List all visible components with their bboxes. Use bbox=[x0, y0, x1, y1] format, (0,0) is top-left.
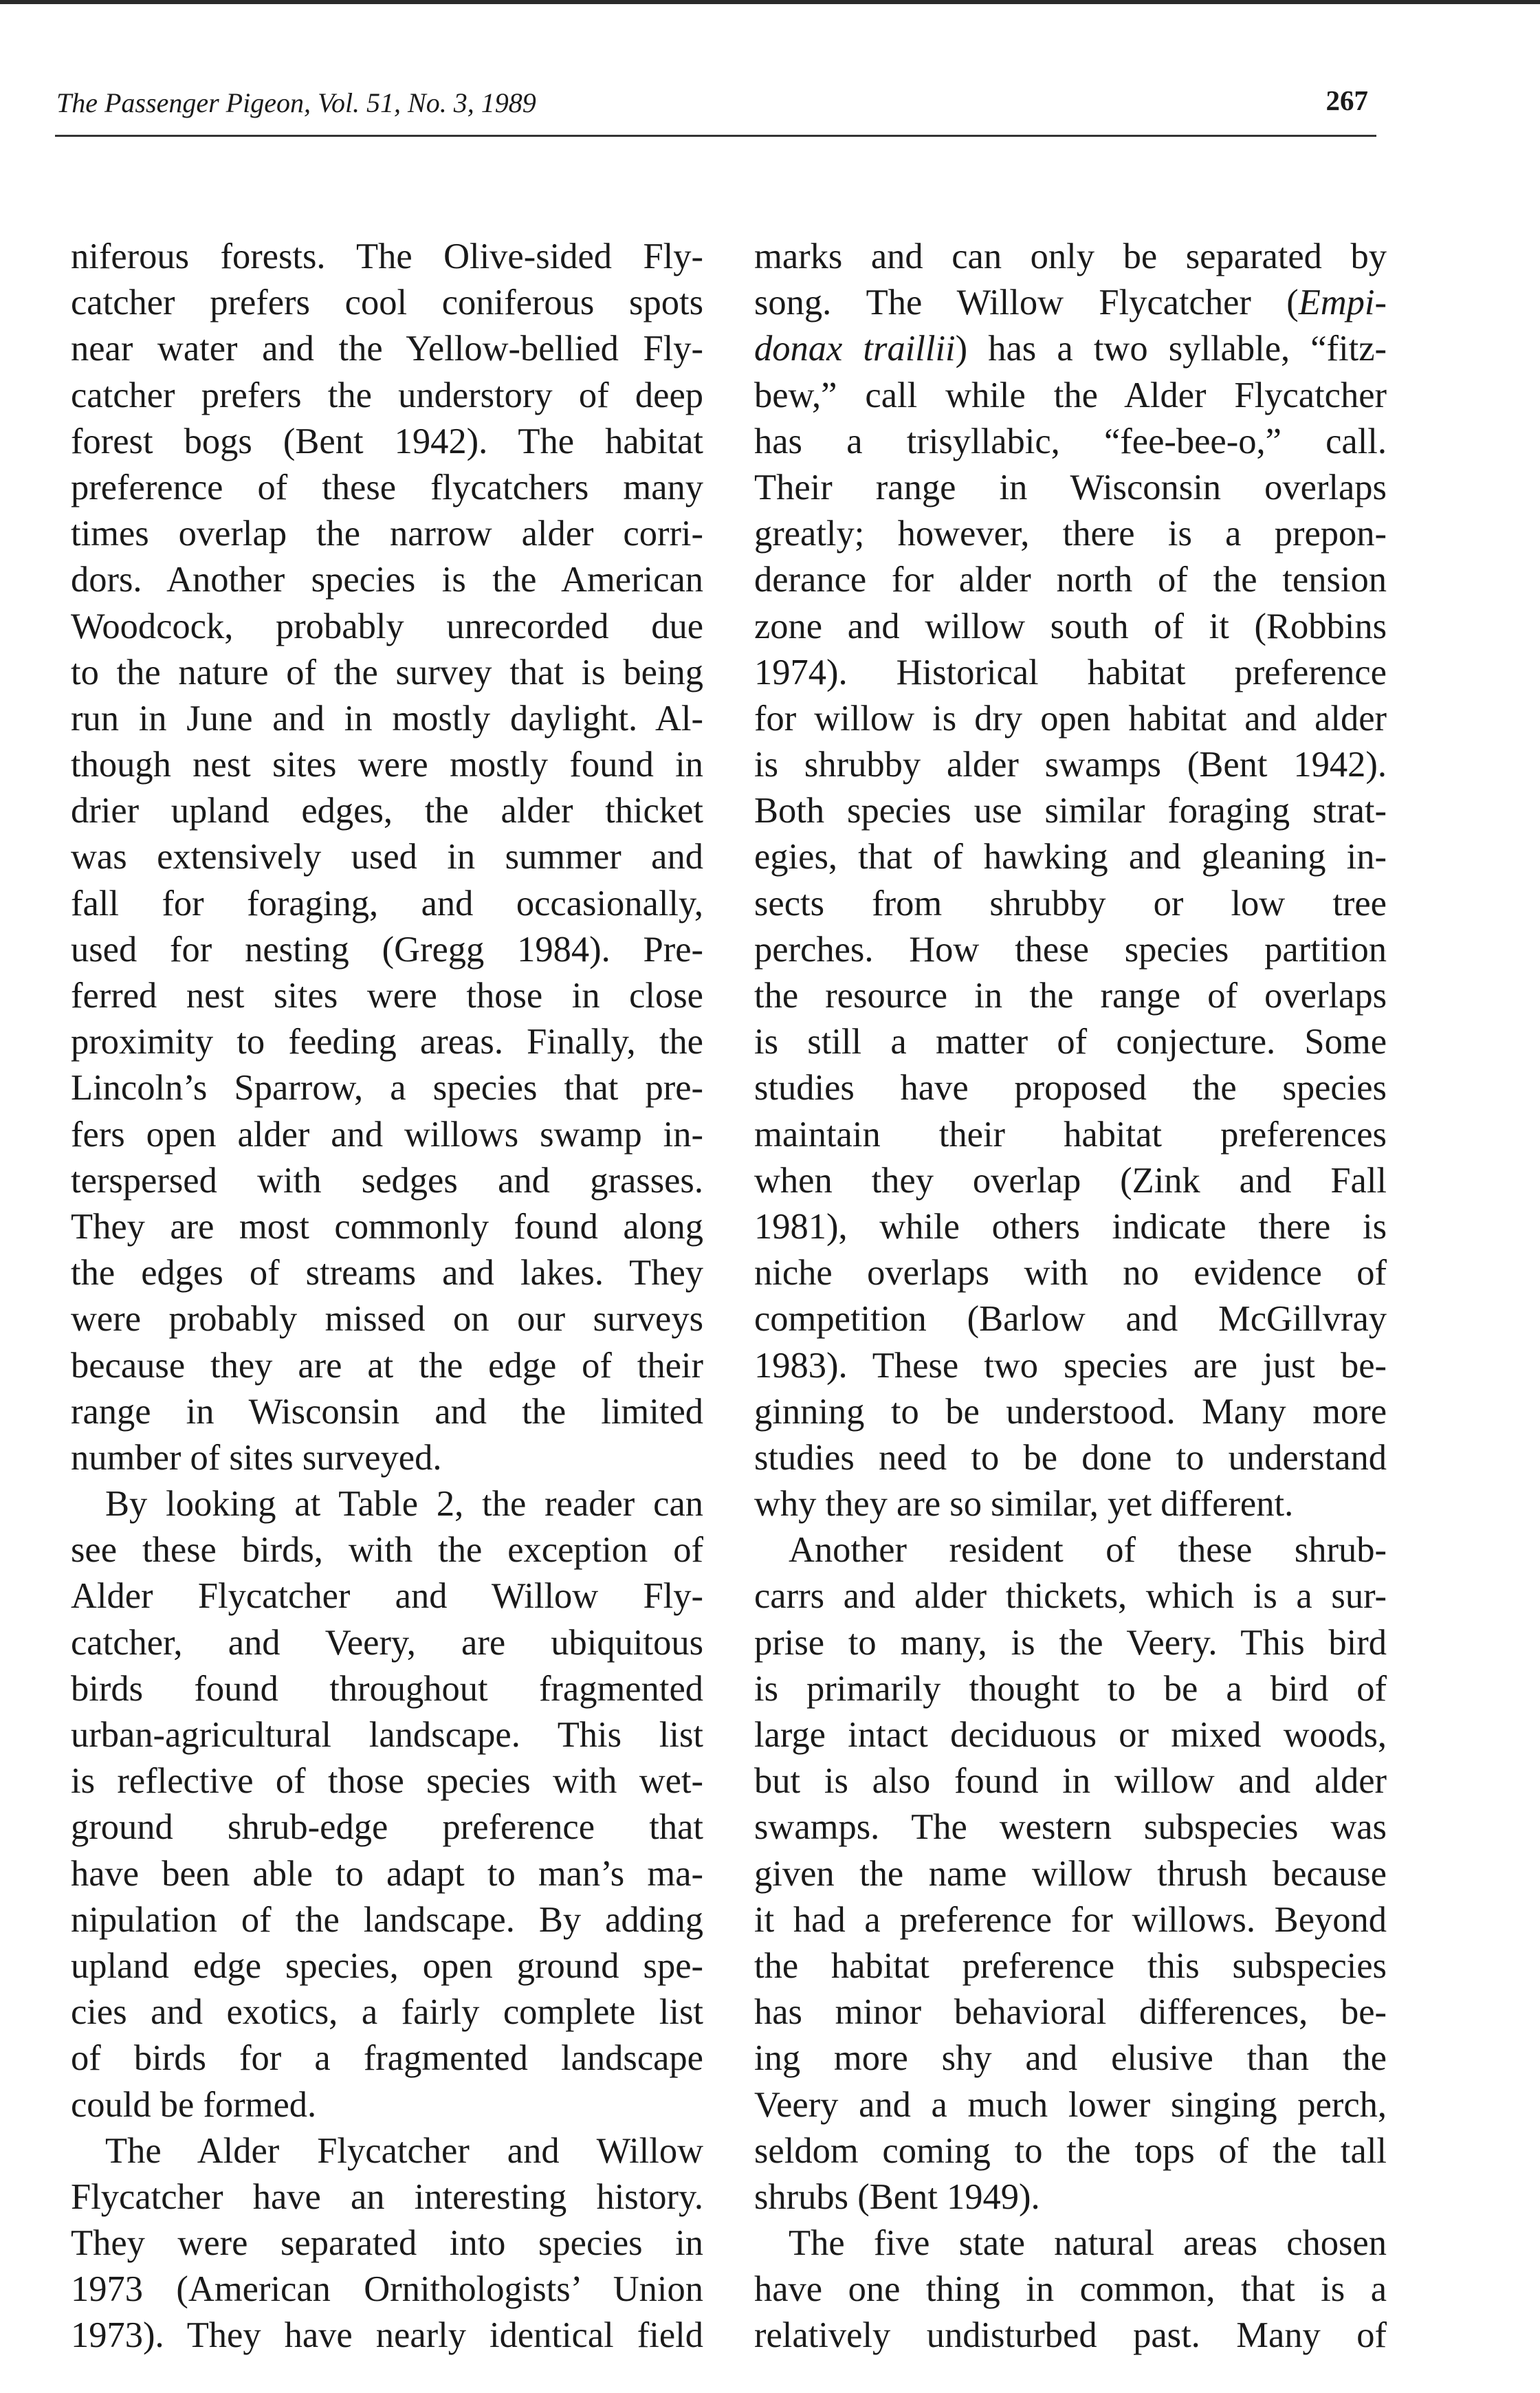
text-line: large intact deciduous or mixed woods, bbox=[754, 1715, 1387, 1755]
text-line: fall for foraging, and occasionally, bbox=[71, 883, 703, 924]
text-line: see these birds, with the exception of bbox=[71, 1530, 703, 1571]
text-line: urban-agricultural landscape. This list bbox=[71, 1715, 703, 1755]
text-line: the resource in the range of overlaps bbox=[754, 976, 1387, 1016]
text-line: was extensively used in summer and bbox=[71, 837, 703, 877]
text-line: 1973 (American Ornithologists’ Union bbox=[71, 2269, 703, 2310]
text-line: cies and exotics, a fairly complete list bbox=[71, 1992, 703, 2033]
text-line: given the name willow thrush because bbox=[754, 1853, 1387, 1894]
text-line: is reflective of those species with wet- bbox=[71, 1761, 703, 1802]
text-line: number of sites surveyed. bbox=[71, 1437, 442, 1478]
text-segment: ) has a two syllable, “fitz- bbox=[955, 329, 1387, 369]
text-line: ing more shy and elusive than the bbox=[754, 2038, 1387, 2079]
text-line: derance for alder north of the tension bbox=[754, 560, 1387, 600]
top-border-rule bbox=[0, 0, 1540, 4]
italic-species-name: Empi- bbox=[1298, 283, 1387, 323]
text-line: Veery and a much lower singing perch, bbox=[754, 2084, 1387, 2125]
text-line: of birds for a fragmented landscape bbox=[71, 2038, 703, 2079]
text-line: studies have proposed the species bbox=[754, 1068, 1387, 1108]
text-line: marks and can only be separated by bbox=[754, 237, 1387, 276]
header-rule bbox=[55, 135, 1376, 137]
text-line: Lincoln’s Sparrow, a species that pre- bbox=[71, 1068, 703, 1108]
text-line: shrubs (Bent 1949). bbox=[754, 2176, 1040, 2217]
text-line: maintain their habitat preferences bbox=[754, 1114, 1387, 1155]
text-line: fers open alder and willows swamp in- bbox=[71, 1114, 703, 1155]
page-number: 267 bbox=[1326, 85, 1368, 116]
text-line: bew,” call while the Alder Flycatcher bbox=[754, 375, 1387, 415]
text-line: forest bogs (Bent 1942). The habitat bbox=[71, 421, 703, 461]
text-line: They are most commonly found along bbox=[71, 1206, 703, 1247]
text-line: egies, that of hawking and gleaning in- bbox=[754, 837, 1387, 877]
text-line bbox=[754, 280, 1387, 326]
left-column bbox=[71, 234, 703, 2359]
text-line: ginning to be understood. Many more bbox=[754, 1391, 1387, 1432]
text-line: sects from shrubby or low tree bbox=[754, 883, 1387, 924]
text-line: proximity to feeding areas. Finally, the bbox=[71, 1022, 703, 1062]
text-line: catcher, and Veery, are ubiquitous bbox=[71, 1622, 703, 1663]
text-line: niche overlaps with no evidence of bbox=[754, 1253, 1387, 1293]
text-line: Alder Flycatcher and Willow Fly- bbox=[71, 1576, 703, 1617]
text-line: the habitat preference this subspecies bbox=[754, 1945, 1387, 1986]
text-line: studies need to be done to understand bbox=[754, 1437, 1387, 1478]
text-line: perches. How these species partition bbox=[754, 929, 1387, 970]
text-line: Flycatcher have an interesting history. bbox=[71, 2176, 703, 2217]
text-line: birds found throughout fragmented bbox=[71, 1668, 703, 1709]
italic-species-name: donax traillii bbox=[754, 329, 956, 369]
text-line: why they are so similar, yet different. bbox=[754, 1484, 1294, 1525]
text-line: 1974). Historical habitat preference bbox=[754, 652, 1387, 692]
text-line: preference of these flycatchers many bbox=[71, 467, 703, 507]
text-line: ground shrub-edge preference that bbox=[71, 1807, 703, 1848]
text-line: it had a preference for willows. Beyond bbox=[754, 1899, 1387, 1940]
text-line: swamps. The western subspecies was bbox=[754, 1807, 1387, 1848]
text-line: catcher prefers the understory of deep bbox=[71, 375, 703, 415]
text-line: prise to many, is the Veery. This bird bbox=[754, 1622, 1387, 1663]
text-line: They were separated into species in bbox=[71, 2223, 703, 2264]
text-line: drier upland edges, the alder thicket bbox=[71, 791, 703, 831]
text-line: for willow is dry open habitat and alder bbox=[754, 698, 1387, 739]
text-line: is shrubby alder swamps (Bent 1942). bbox=[754, 745, 1387, 785]
text-line: Another resident of these shrub- bbox=[789, 1530, 1387, 1571]
text-line: Their range in Wisconsin overlaps bbox=[754, 467, 1387, 507]
text-line: greatly; however, there is a prepon- bbox=[754, 514, 1387, 554]
text-line: dors. Another species is the American bbox=[71, 560, 703, 600]
text-line: catcher prefers cool coniferous spots bbox=[71, 283, 703, 323]
text-line: is primarily thought to be a bird of bbox=[754, 1668, 1387, 1709]
text-line: but is also found in willow and alder bbox=[754, 1761, 1387, 1802]
text-line: run in June and in mostly daylight. Al- bbox=[71, 698, 703, 739]
text-line: times overlap the narrow alder corri- bbox=[71, 514, 703, 554]
text-line: to the nature of the survey that is being bbox=[71, 652, 703, 692]
text-line: 1973). They have nearly identical field bbox=[71, 2315, 703, 2356]
text-line: zone and willow south of it (Robbins bbox=[754, 606, 1387, 646]
text-line bbox=[754, 326, 1387, 372]
text-line: terspersed with sedges and grasses. bbox=[71, 1160, 703, 1201]
text-line: because they are at the edge of their bbox=[71, 1345, 703, 1386]
text-line: 1983). These two species are just be- bbox=[754, 1345, 1387, 1386]
text-line: is still a matter of conjecture. Some bbox=[754, 1022, 1387, 1062]
text-line: Both species use similar foraging strat- bbox=[754, 791, 1387, 831]
text-line: range in Wisconsin and the limited bbox=[71, 1391, 703, 1432]
text-line: The five state natural areas chosen bbox=[789, 2223, 1387, 2264]
text-line: The Alder Flycatcher and Willow bbox=[105, 2130, 703, 2171]
text-line: near water and the Yellow-bellied Fly- bbox=[71, 329, 703, 369]
text-line: though nest sites were mostly found in bbox=[71, 745, 703, 785]
text-line: 1981), while others indicate there is bbox=[754, 1206, 1387, 1247]
text-line: Woodcock, probably unrecorded due bbox=[71, 606, 703, 646]
text-line: relatively undisturbed past. Many of bbox=[754, 2315, 1387, 2356]
text-line: upland edge species, open ground spe- bbox=[71, 1945, 703, 1986]
text-line: has a trisyllabic, “fee-bee-o,” call. bbox=[754, 421, 1387, 461]
text-line: seldom coming to the tops of the tall bbox=[754, 2130, 1387, 2171]
text-line: when they overlap (Zink and Fall bbox=[754, 1160, 1387, 1201]
text-line: have one thing in common, that is a bbox=[754, 2269, 1387, 2310]
text-line: nipulation of the landscape. By adding bbox=[71, 1899, 703, 1940]
text-line: niferous forests. The Olive-sided Fly- bbox=[71, 237, 703, 276]
right-column bbox=[754, 234, 1387, 2359]
text-line: By looking at Table 2, the reader can bbox=[105, 1484, 703, 1525]
text-line: carrs and alder thickets, which is a sur- bbox=[754, 1576, 1387, 1617]
text-line: ferred nest sites were those in close bbox=[71, 976, 703, 1016]
text-line: has minor behavioral differences, be- bbox=[754, 1992, 1387, 2033]
text-line: were probably missed on our surveys bbox=[71, 1299, 703, 1340]
text-line: competition (Barlow and McGillvray bbox=[754, 1299, 1387, 1340]
text-line: could be formed. bbox=[71, 2084, 317, 2125]
text-line: the edges of streams and lakes. They bbox=[71, 1253, 703, 1293]
text-segment: song. The Willow Flycatcher ( bbox=[754, 283, 1299, 323]
text-line: used for nesting (Gregg 1984). Pre- bbox=[71, 929, 703, 970]
text-line: have been able to adapt to man’s ma- bbox=[71, 1853, 703, 1894]
running-head: The Passenger Pigeon, Vol. 51, No. 3, 1989 bbox=[56, 87, 536, 118]
